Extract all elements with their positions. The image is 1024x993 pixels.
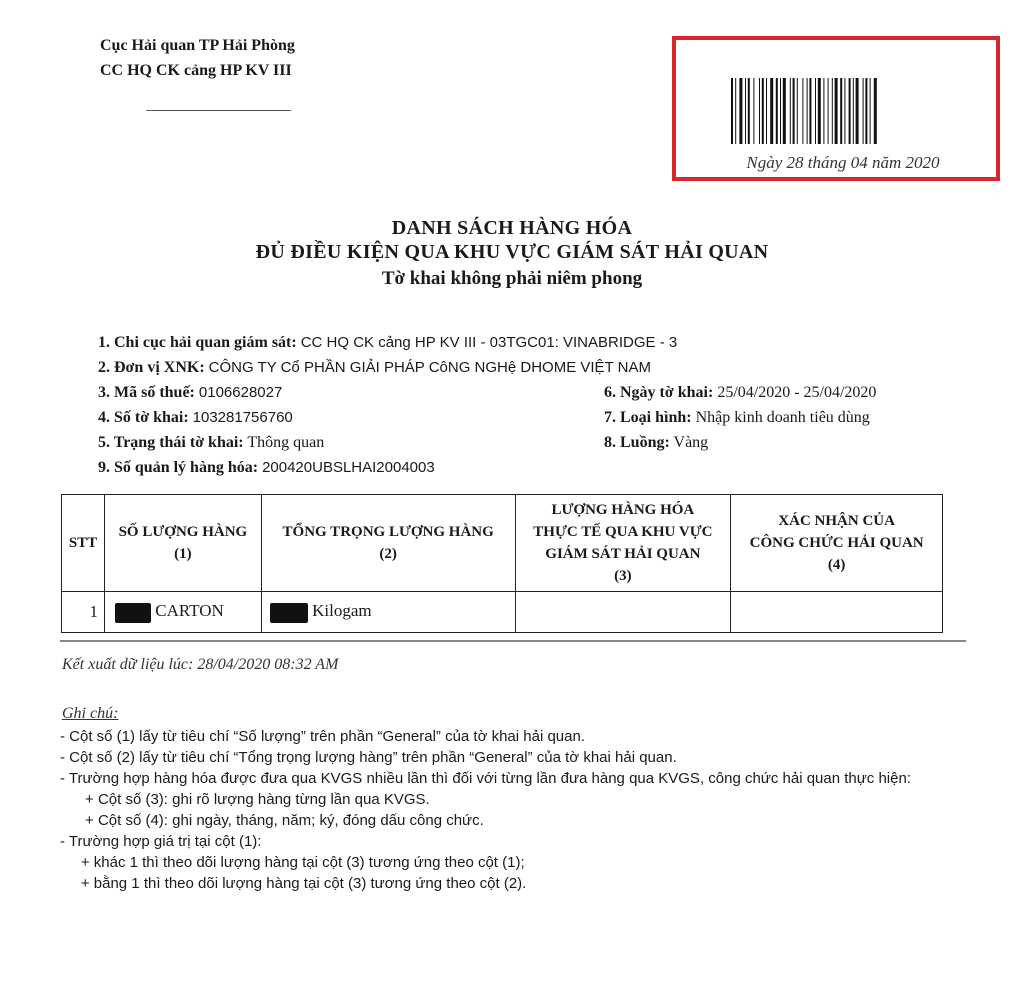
field-tax-code: 3. Mã số thuế: 0106628027 [98, 384, 283, 401]
cell-stt: 1 [62, 592, 105, 633]
notes-title: Ghi chú: [62, 705, 119, 722]
barcode-highlight-box [672, 36, 1000, 181]
agency-unit: CC HQ CK cảng HP KV III [100, 62, 292, 79]
header-officer-confirmation: XÁC NHẬN CỦA CÔNG CHỨC HẢI QUAN (4) [731, 495, 943, 592]
field-declaration-number: 4. Số tờ khai: 103281756760 [98, 409, 293, 426]
cell-total-weight: Kilogam [261, 592, 515, 633]
notes-list [60, 726, 970, 894]
redacted-weight [270, 603, 308, 623]
header-actual-quantity: LƯỢNG HÀNG HÓA THỰC TẾ QUA KHU VỰC GIÁM SÁT HẢI QUAN (3) [515, 495, 731, 592]
header-stt: STT [62, 495, 105, 592]
section-divider [60, 640, 966, 642]
field-channel: 8. Luồng: Vàng [604, 434, 709, 451]
header-quantity: SỐ LƯỢNG HÀNG (1) [104, 495, 261, 592]
cell-quantity: CARTON [104, 592, 261, 633]
document-note-title: Tờ khai không phải niêm phong [381, 268, 643, 289]
document-date: Ngày 28 tháng 04 năm 2020 [746, 153, 940, 172]
agency-header [100, 33, 340, 83]
header-divider [146, 110, 291, 111]
note-line: + Cột số (3): ghi rõ lượng hàng từng lần qua KVGS. [60, 791, 430, 808]
field-declaration-status: 5. Trạng thái tờ khai: Thông quan [98, 434, 325, 451]
field-declaration-date: 6. Ngày tờ khai: 25/04/2020 - 25/04/2020 [604, 384, 877, 401]
document-subtitle: ĐỦ ĐIỀU KIỆN QUA KHU VỰC GIÁM SÁT HẢI QUAN [255, 241, 769, 263]
field-customs-office: 1. Chi cục hải quan giám sát: CC HQ CK cảng HP KV III - 03TGC01: VINABRIDGE - 3 [98, 334, 678, 351]
note-line: - Trường hợp hàng hóa được đưa qua KVGS nhiều lần thì đối với từng lần đưa hàng qua KVGS, công chức hải quan thực hiện: [60, 770, 911, 787]
field-company: 2. Đơn vị XNK: CÔNG TY Cổ PHẦN GIẢI PHÁP CôNG NGHệ DHOME VIỆT NAM [98, 359, 651, 376]
export-timestamp: Kết xuất dữ liệu lúc: 28/04/2020 08:32 AM [62, 656, 339, 673]
redacted-quantity [115, 603, 151, 623]
goods-table [61, 494, 943, 632]
document-title: DANH SÁCH HÀNG HÓA [391, 217, 633, 239]
note-line: + Cột số (4): ghi ngày, tháng, năm; ký, đóng dấu công chức. [60, 812, 484, 829]
note-line: + bằng 1 thì theo dõi lượng hàng tại cột (3) tương ứng theo cột (2). [60, 875, 527, 892]
cell-officer-confirmation [731, 592, 943, 633]
agency-name: Cục Hải quan TP Hải Phòng [100, 37, 295, 54]
table-header-row [62, 495, 943, 592]
header-total-weight: TỔNG TRỌNG LƯỢNG HÀNG (2) [261, 495, 515, 592]
field-type: 7. Loại hình: Nhập kinh doanh tiêu dùng [604, 409, 870, 426]
note-line: - Trường hợp giá trị tại cột (1): [60, 833, 262, 850]
cell-actual-quantity [515, 592, 731, 633]
note-line: - Cột số (1) lấy từ tiêu chí “Số lượng” trên phần “General” của tờ khai hải quan. [60, 728, 585, 745]
note-line: + khác 1 thì theo dõi lượng hàng tại cột (3) tương ứng theo cột (1); [60, 854, 525, 871]
note-line: - Cột số (2) lấy từ tiêu chí “Tổng trọng lượng hàng” trên phần “General” của tờ khai hải quan. [60, 749, 677, 766]
table-row [62, 592, 943, 633]
field-goods-management-number: 9. Số quản lý hàng hóa: 200420UBSLHAI2004003 [98, 459, 435, 476]
barcode-icon [731, 78, 916, 144]
